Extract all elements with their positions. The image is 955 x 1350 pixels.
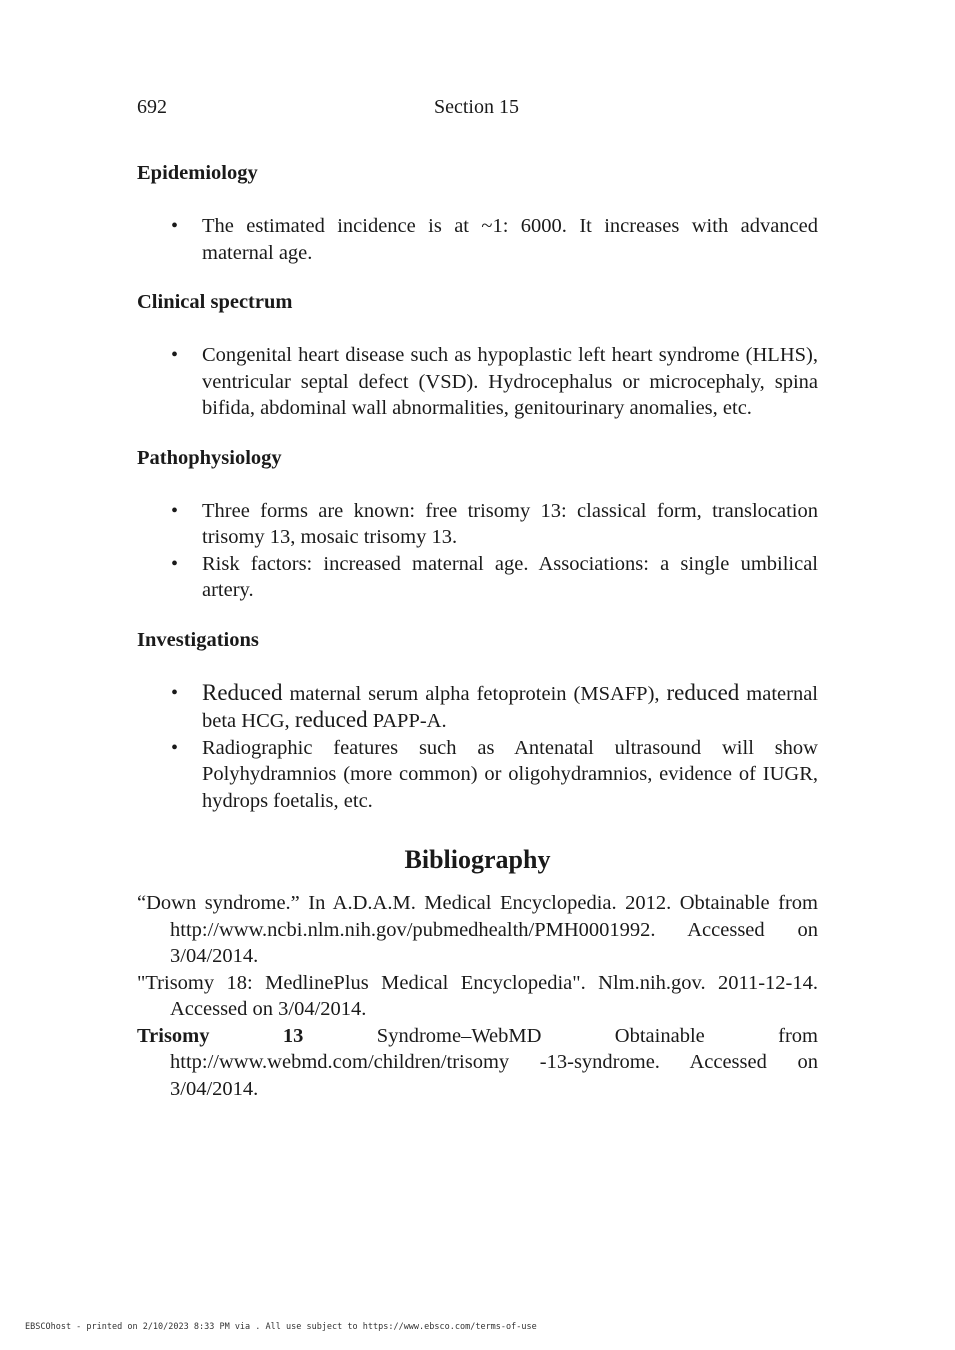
bullet-icon: • xyxy=(171,681,179,704)
epidemiology-list xyxy=(137,213,818,266)
section-title: Section 15 xyxy=(434,96,519,118)
list-item: • The estimated incidence is at ~1: 6000. It increases with advanced maternal age. xyxy=(171,215,818,264)
bibliography-title: Bibliography xyxy=(404,845,551,874)
bullet-icon: • xyxy=(171,344,179,366)
investigations-list xyxy=(137,680,818,815)
list-item: • Reduced maternal serum alpha fetoprotein (MSAFP), reduced maternal beta HCG, reduced PAPP-A. xyxy=(171,679,819,732)
running-header xyxy=(137,96,818,122)
reference-entry: "Trisomy 18: MedlinePlus Medical Encyclopedia". Nlm.nih.gov. 2011-12-14. Accessed on 3/04/2014. xyxy=(137,971,818,1020)
list-item: • Radiographic features such as Antenatal ultrasound will show Polyhydramnios (more common) or oligohydramnios, evidence of IUGR, hydrops foetalis, etc. xyxy=(171,736,818,812)
print-footer: EBSCOhost - printed on 2/10/2023 8:33 PM via . All use subject to https://www.ebsco.com/terms-of-use xyxy=(25,1322,537,1332)
clinical-spectrum-list xyxy=(137,342,818,422)
heading-investigations: Investigations xyxy=(137,628,259,651)
reference-entry: “Down syndrome.” In A.D.A.M. Medical Encyclopedia. 2012. Obtainable from http://www.ncbi.nlm.nih.gov/pubmedhealth/PMH0001992. Accessed on 3/04/2014. xyxy=(137,892,818,967)
bibliography-list xyxy=(137,890,818,1102)
reference-entry: Trisomy 13 Syndrome–WebMD Obtainable from http://www.webmd.com/children/trisomy -13-syndrome. Accessed on 3/04/2014. xyxy=(137,1024,818,1100)
heading-clinical-spectrum: Clinical spectrum xyxy=(137,291,293,313)
bullet-icon: • xyxy=(171,736,179,759)
bullet-icon: • xyxy=(171,215,179,237)
heading-epidemiology: Epidemiology xyxy=(137,162,258,184)
list-item: • Congenital heart disease such as hypoplastic left heart syndrome (HLHS), ventricular septal defect (VSD). Hydrocephalus or microcephaly, spina bifida, abdominal wall abnormalities, genitourinary anomalies, etc. xyxy=(171,344,818,419)
bullet-icon: • xyxy=(171,552,179,575)
pathophysiology-list xyxy=(137,498,818,604)
bullet-icon: • xyxy=(171,499,179,522)
list-item: • Risk factors: increased maternal age. Associations: a single umbilical artery. xyxy=(171,552,818,601)
page-number: 692 xyxy=(137,96,167,118)
list-item: • Three forms are known: free trisomy 13: classical form, translocation trisomy 13, mosaic trisomy 13. xyxy=(171,499,818,548)
main-content xyxy=(137,160,818,1102)
heading-pathophysiology: Pathophysiology xyxy=(137,446,282,469)
